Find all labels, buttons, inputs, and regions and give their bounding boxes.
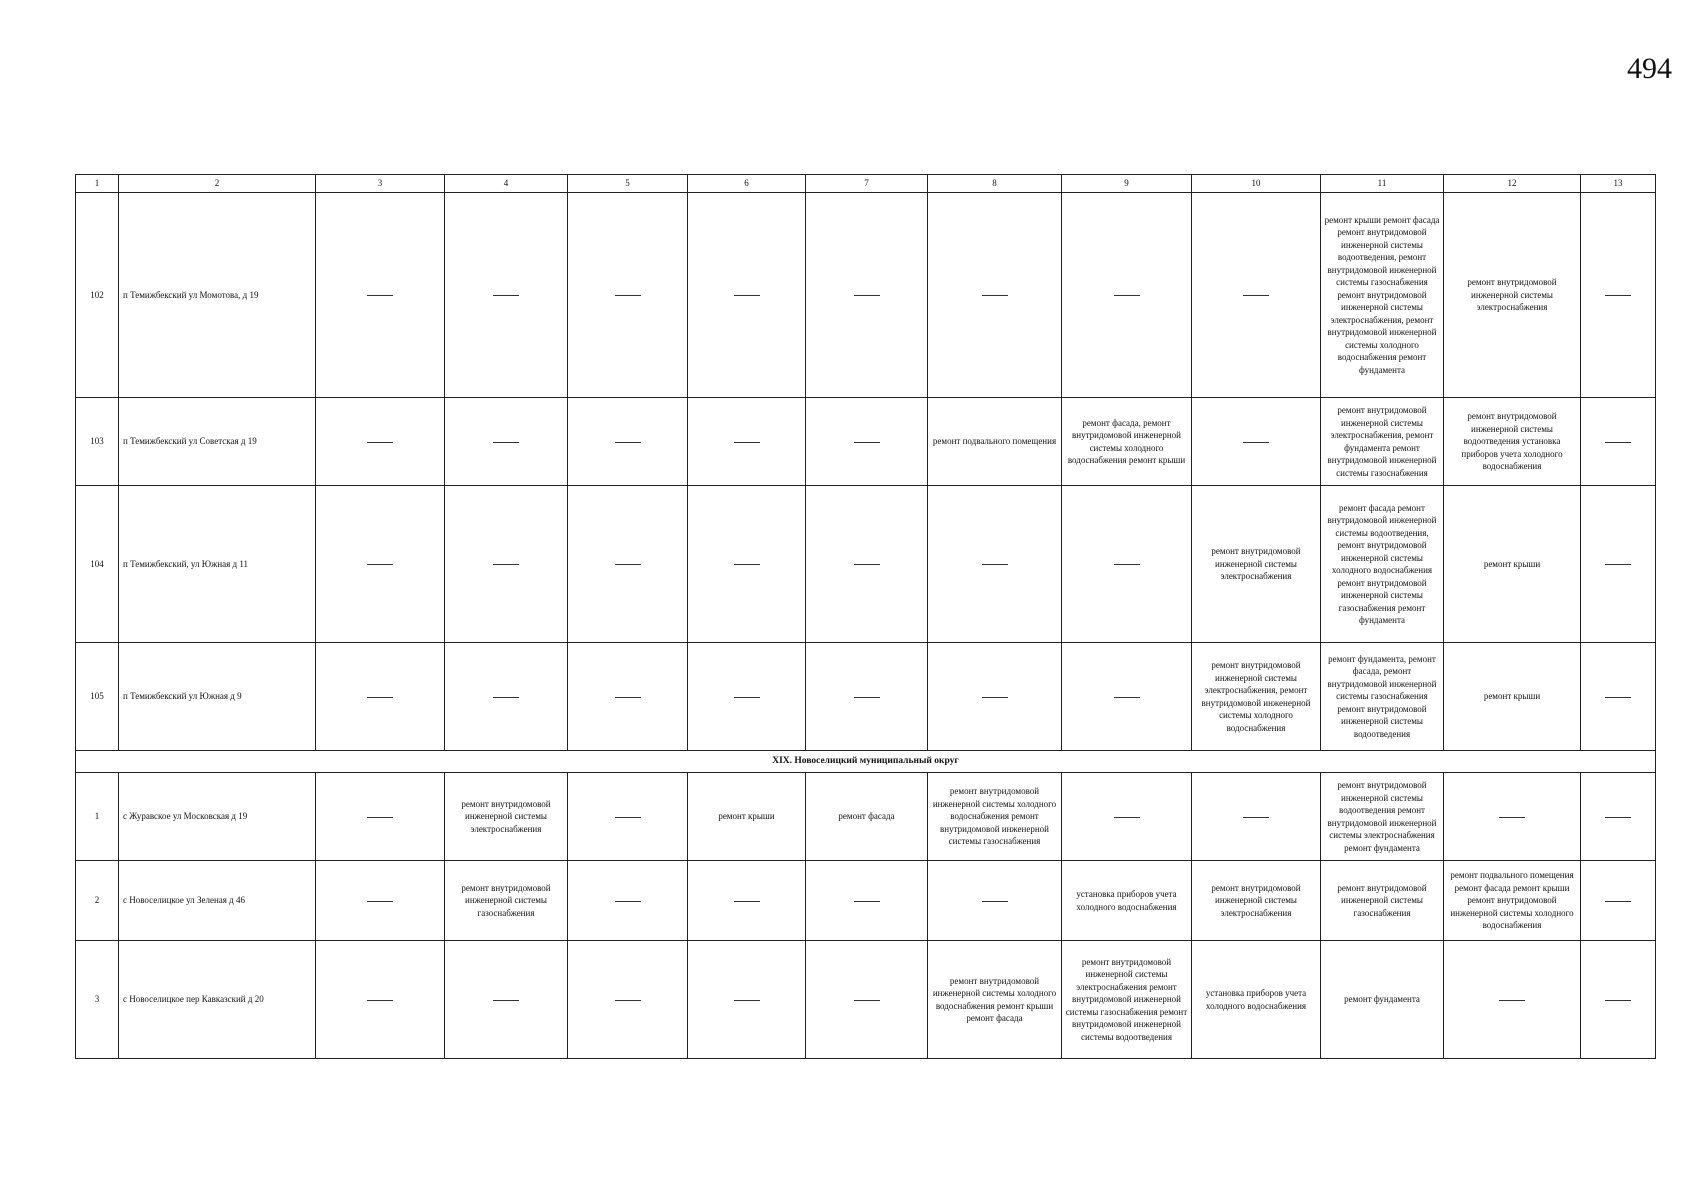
work-cell-c9 — [1062, 193, 1192, 398]
empty-dash — [493, 1000, 519, 1001]
work-cell-c3 — [316, 643, 445, 751]
work-cell-c12: ремонт подвального помещения ремонт фасада ремонт крыши ремонт внутридомовой инженерной системы холодного водоснабжения — [1444, 861, 1581, 941]
work-cell-c8: ремонт внутридомовой инженерной системы холодного водоснабжения ремонт крыши ремонт фасада — [928, 941, 1062, 1059]
empty-dash — [854, 1000, 880, 1001]
work-cell-c7 — [806, 861, 928, 941]
work-cell-c3 — [316, 486, 445, 643]
address-cell: п Темижбекский, ул Южная д 11 — [119, 486, 316, 643]
column-header: 13 — [1581, 175, 1656, 193]
work-cell-c11: ремонт внутридомовой инженерной системы водоотведения ремонт внутридомовой инженерной системы электроснабжения ремонт фундамента — [1321, 773, 1444, 861]
address-cell: п Темижбекский ул Южная д 9 — [119, 643, 316, 751]
empty-dash — [493, 442, 519, 443]
empty-dash — [367, 697, 393, 698]
empty-dash — [1605, 817, 1631, 818]
work-cell-c4 — [445, 398, 568, 486]
empty-dash — [982, 901, 1008, 902]
work-cell-c7 — [806, 941, 928, 1059]
work-cell-c11: ремонт крыши ремонт фасада ремонт внутридомовой инженерной системы водоотведения, ремонт внутридомовой инженерной системы газоснабжения ремонт внутридомовой инженерной системы электроснабжения, ремонт внутридомовой инженерной системы холодного водоснабжения ремонт фундамента — [1321, 193, 1444, 398]
column-header: 2 — [119, 175, 316, 193]
address-cell: с Журавское ул Московская д 19 — [119, 773, 316, 861]
work-cell-c4 — [445, 193, 568, 398]
empty-dash — [367, 901, 393, 902]
empty-dash — [1605, 564, 1631, 565]
work-cell-c4 — [445, 941, 568, 1059]
column-header: 10 — [1192, 175, 1321, 193]
empty-dash — [734, 697, 760, 698]
empty-dash — [1114, 697, 1140, 698]
empty-dash — [982, 295, 1008, 296]
work-cell-c5 — [568, 398, 688, 486]
work-cell-c12 — [1444, 941, 1581, 1059]
work-cell-c6 — [688, 193, 806, 398]
column-header: 8 — [928, 175, 1062, 193]
empty-dash — [1114, 817, 1140, 818]
work-cell-c13 — [1581, 643, 1656, 751]
work-cell-c5 — [568, 941, 688, 1059]
empty-dash — [1605, 1000, 1631, 1001]
row-number-cell: 105 — [76, 643, 119, 751]
work-cell-c3 — [316, 861, 445, 941]
empty-dash — [1114, 564, 1140, 565]
work-cell-c3 — [316, 773, 445, 861]
empty-dash — [367, 1000, 393, 1001]
work-cell-c8 — [928, 643, 1062, 751]
empty-dash — [367, 564, 393, 565]
section-title: XIX. Новоселицкий муниципальный округ — [76, 751, 1656, 773]
empty-dash — [734, 564, 760, 565]
empty-dash — [615, 295, 641, 296]
empty-dash — [982, 697, 1008, 698]
work-cell-c11: ремонт внутридомовой инженерной системы газоснабжения — [1321, 861, 1444, 941]
empty-dash — [1605, 442, 1631, 443]
empty-dash — [854, 901, 880, 902]
work-cell-c11: ремонт фасада ремонт внутридомовой инженерной системы водоотведения, ремонт внутридомовой инженерной системы холодного водоснабжения ремонт внутридомовой инженерной системы газоснабжения ремонт фундамента — [1321, 486, 1444, 643]
work-cell-c7 — [806, 398, 928, 486]
address-cell: п Темижбекский ул Момотова, д 19 — [119, 193, 316, 398]
work-cell-c10 — [1192, 773, 1321, 861]
table-row — [76, 486, 1656, 643]
work-cell-c9 — [1062, 486, 1192, 643]
work-cell-c4: ремонт внутридомовой инженерной системы электроснабжения — [445, 773, 568, 861]
work-cell-c6: ремонт крыши — [688, 773, 806, 861]
row-number-cell: 104 — [76, 486, 119, 643]
empty-dash — [615, 1000, 641, 1001]
work-cell-c11: ремонт фундамента, ремонт фасада, ремонт внутридомовой инженерной системы газоснабжения ремонт внутридомовой инженерной системы водоотведения — [1321, 643, 1444, 751]
work-cell-c13 — [1581, 941, 1656, 1059]
empty-dash — [854, 442, 880, 443]
work-cell-c12 — [1444, 773, 1581, 861]
empty-dash — [734, 1000, 760, 1001]
work-cell-c12: ремонт внутридомовой инженерной системы водоотведения установка приборов учета холодного водоснабжения — [1444, 398, 1581, 486]
section-row — [76, 751, 1656, 773]
work-cell-c6 — [688, 398, 806, 486]
work-cell-c10 — [1192, 398, 1321, 486]
empty-dash — [615, 564, 641, 565]
empty-dash — [615, 697, 641, 698]
work-cell-c6 — [688, 643, 806, 751]
work-cell-c10 — [1192, 193, 1321, 398]
table-row — [76, 643, 1656, 751]
column-header: 1 — [76, 175, 119, 193]
work-cell-c7 — [806, 486, 928, 643]
work-cell-c9: установка приборов учета холодного водоснабжения — [1062, 861, 1192, 941]
empty-dash — [493, 295, 519, 296]
work-cell-c3 — [316, 941, 445, 1059]
work-cell-c13 — [1581, 193, 1656, 398]
work-cell-c13 — [1581, 398, 1656, 486]
work-cell-c6 — [688, 486, 806, 643]
work-cell-c9 — [1062, 643, 1192, 751]
page-number: 494 — [1627, 52, 1672, 85]
table-row — [76, 193, 1656, 398]
column-header: 4 — [445, 175, 568, 193]
empty-dash — [1605, 697, 1631, 698]
empty-dash — [615, 901, 641, 902]
empty-dash — [615, 442, 641, 443]
column-header: 11 — [1321, 175, 1444, 193]
address-cell: с Новоселицкое ул Зеленая д 46 — [119, 861, 316, 941]
empty-dash — [367, 817, 393, 818]
work-cell-c3 — [316, 398, 445, 486]
work-cell-c9: ремонт внутридомовой инженерной системы электроснабжения ремонт внутридомовой инженерной системы газоснабжения ремонт внутридомовой инженерной системы водоотведения — [1062, 941, 1192, 1059]
work-cell-c8: ремонт подвального помещения — [928, 398, 1062, 486]
repair-schedule-table — [75, 174, 1656, 1059]
table-row — [76, 941, 1656, 1059]
empty-dash — [367, 442, 393, 443]
work-cell-c5 — [568, 643, 688, 751]
row-number-cell: 102 — [76, 193, 119, 398]
empty-dash — [615, 817, 641, 818]
work-cell-c8 — [928, 486, 1062, 643]
column-header: 7 — [806, 175, 928, 193]
work-cell-c4: ремонт внутридомовой инженерной системы газоснабжения — [445, 861, 568, 941]
work-cell-c11: ремонт внутридомовой инженерной системы электроснабжения, ремонт фундамента ремонт внутридомовой инженерной системы газоснабжения — [1321, 398, 1444, 486]
work-cell-c7 — [806, 643, 928, 751]
work-cell-c10: ремонт внутридомовой инженерной системы электроснабжения, ремонт внутридомовой инженерной системы холодного водоснабжения — [1192, 643, 1321, 751]
row-number-cell: 2 — [76, 861, 119, 941]
work-cell-c13 — [1581, 486, 1656, 643]
column-header: 5 — [568, 175, 688, 193]
empty-dash — [854, 564, 880, 565]
column-header: 3 — [316, 175, 445, 193]
empty-dash — [493, 564, 519, 565]
work-cell-c5 — [568, 773, 688, 861]
work-cell-c10: ремонт внутридомовой инженерной системы электроснабжения — [1192, 861, 1321, 941]
work-cell-c10: ремонт внутридомовой инженерной системы электроснабжения — [1192, 486, 1321, 643]
table-row — [76, 398, 1656, 486]
work-cell-c9 — [1062, 773, 1192, 861]
work-cell-c6 — [688, 861, 806, 941]
work-cell-c6 — [688, 941, 806, 1059]
work-cell-c3 — [316, 193, 445, 398]
column-header: 12 — [1444, 175, 1581, 193]
work-cell-c12: ремонт крыши — [1444, 486, 1581, 643]
empty-dash — [1243, 817, 1269, 818]
empty-dash — [734, 295, 760, 296]
work-cell-c5 — [568, 193, 688, 398]
work-cell-c5 — [568, 486, 688, 643]
column-header-row — [76, 175, 1656, 193]
work-cell-c13 — [1581, 861, 1656, 941]
work-cell-c10: установка приборов учета холодного водоснабжения — [1192, 941, 1321, 1059]
work-cell-c5 — [568, 861, 688, 941]
table-row — [76, 861, 1656, 941]
row-number-cell: 3 — [76, 941, 119, 1059]
empty-dash — [1499, 817, 1525, 818]
work-cell-c9: ремонт фасада, ремонт внутридомовой инженерной системы холодного водоснабжения ремонт крыши — [1062, 398, 1192, 486]
work-cell-c8 — [928, 193, 1062, 398]
work-cell-c8: ремонт внутридомовой инженерной системы холодного водоснабжения ремонт внутридомовой инженерной системы газоснабжения — [928, 773, 1062, 861]
empty-dash — [734, 901, 760, 902]
work-cell-c7: ремонт фасада — [806, 773, 928, 861]
work-cell-c12: ремонт крыши — [1444, 643, 1581, 751]
empty-dash — [982, 564, 1008, 565]
empty-dash — [1114, 295, 1140, 296]
empty-dash — [854, 697, 880, 698]
work-cell-c7 — [806, 193, 928, 398]
empty-dash — [1243, 295, 1269, 296]
address-cell: с Новоселицкое пер Кавказский д 20 — [119, 941, 316, 1059]
empty-dash — [1499, 1000, 1525, 1001]
empty-dash — [1243, 442, 1269, 443]
empty-dash — [1605, 295, 1631, 296]
column-header: 9 — [1062, 175, 1192, 193]
work-cell-c4 — [445, 643, 568, 751]
work-cell-c13 — [1581, 773, 1656, 861]
work-cell-c11: ремонт фундамента — [1321, 941, 1444, 1059]
empty-dash — [367, 295, 393, 296]
table-row — [76, 773, 1656, 861]
empty-dash — [854, 295, 880, 296]
work-cell-c8 — [928, 861, 1062, 941]
row-number-cell: 1 — [76, 773, 119, 861]
work-cell-c12: ремонт внутридомовой инженерной системы электроснабжения — [1444, 193, 1581, 398]
empty-dash — [1605, 901, 1631, 902]
empty-dash — [734, 442, 760, 443]
row-number-cell: 103 — [76, 398, 119, 486]
column-header: 6 — [688, 175, 806, 193]
empty-dash — [493, 697, 519, 698]
work-cell-c4 — [445, 486, 568, 643]
address-cell: п Темижбекский ул Советская д 19 — [119, 398, 316, 486]
